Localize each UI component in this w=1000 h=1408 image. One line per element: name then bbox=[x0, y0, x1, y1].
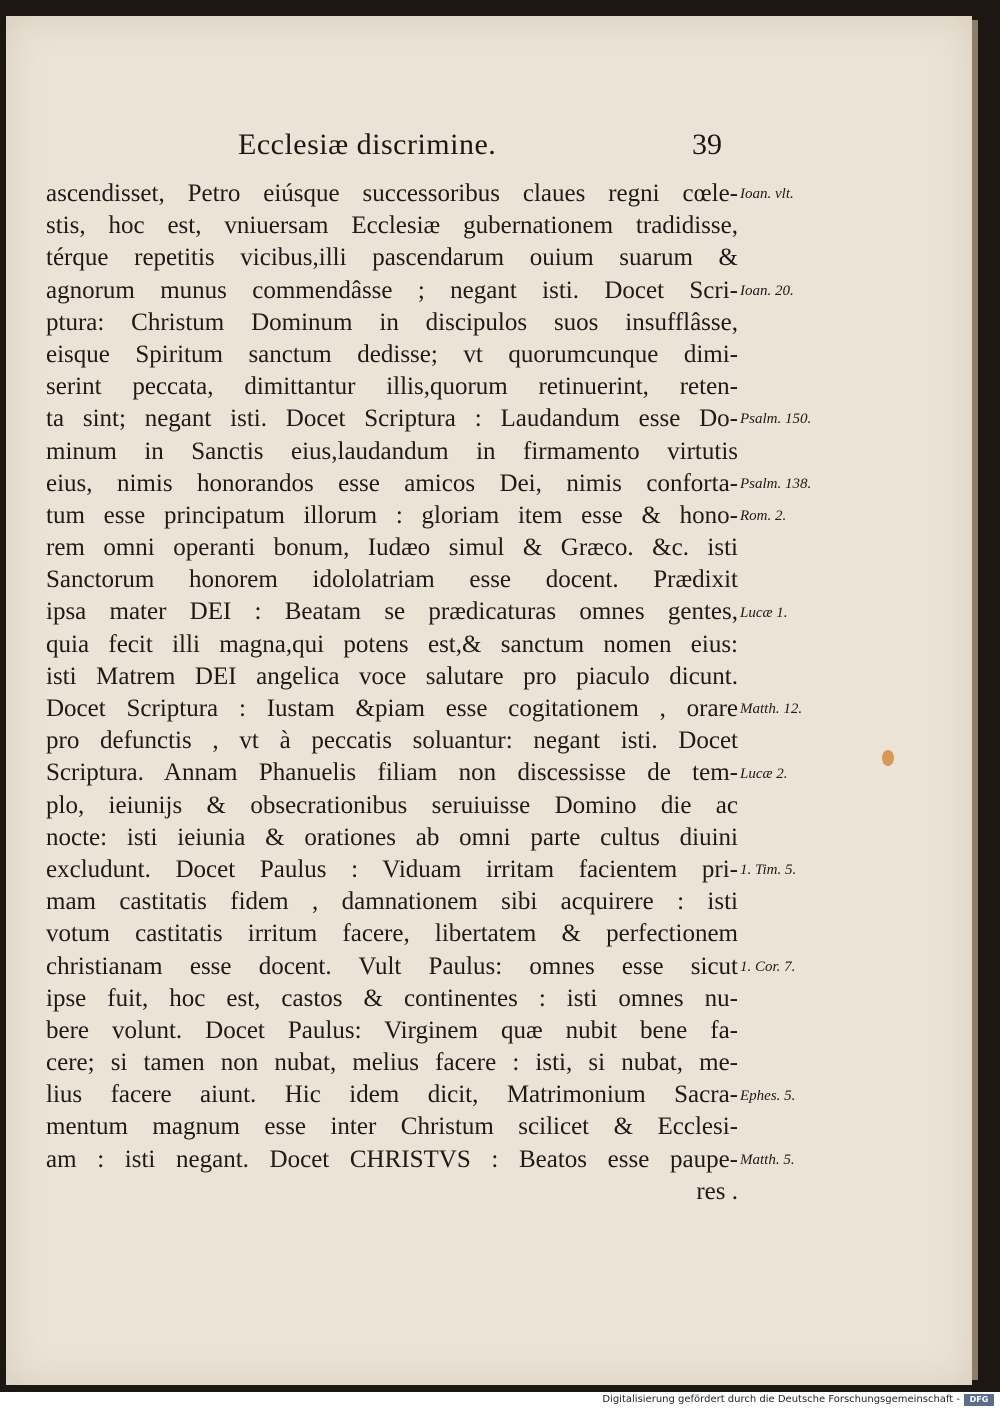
text-line: stis, hoc est, vniuersam Ecclesiæ gubernationem tradidisse, bbox=[46, 212, 738, 240]
text-line: eius, nimis honorandos esse amicos Dei, nimis conforta- bbox=[46, 469, 738, 497]
text-line: ta sint; negant isti. Docet Scriptura : Laudandum esse Do- bbox=[46, 405, 738, 433]
page-edge bbox=[972, 20, 978, 1380]
margin-note: Ephes. 5. bbox=[740, 1087, 796, 1104]
text-line: ipse fuit, hoc est, castos & continentes : isti omnes nu- bbox=[46, 984, 738, 1012]
margin-note: Lucæ 2. bbox=[740, 765, 788, 782]
paper-stain bbox=[882, 750, 894, 766]
page-number: 39 bbox=[692, 128, 722, 161]
text-line: nocte: isti ieiunia & orationes ab omni parte cultus diuini bbox=[46, 823, 738, 851]
footer-bar bbox=[0, 1392, 1000, 1408]
catchword: res . bbox=[696, 1177, 738, 1205]
margin-note: Ioan. vlt. bbox=[740, 186, 794, 202]
text-line: eisque Spiritum sanctum dedisse; vt quorumcunque dimi- bbox=[46, 340, 738, 368]
text-line: bere volunt. Docet Paulus: Virginem quæ nubit bene fa- bbox=[46, 1016, 738, 1044]
text-line: mam castitatis fidem , damnationem sibi acquirere : isti bbox=[46, 888, 738, 916]
text-line: Docet Scriptura : Iustam &piam esse cogitationem , orare bbox=[46, 695, 738, 722]
margin-note: 1. Cor. 7. bbox=[740, 958, 796, 975]
text-line: cere; si tamen non nubat, melius facere : isti, si nubat, me- bbox=[46, 1049, 738, 1077]
text-line: am : isti negant. Docet CHRISTVS : Beatos esse paupe- bbox=[46, 1145, 738, 1173]
text-line: votum castitatis irritum facere, libertatem & perfectionem bbox=[46, 920, 738, 948]
dfg-logo: DFG bbox=[964, 1394, 994, 1406]
margin-note: Lucæ 1. bbox=[740, 604, 788, 621]
main-text-block bbox=[46, 178, 738, 1208]
running-head: Ecclesiæ discrimine. bbox=[238, 128, 497, 161]
text-line: minum in Sanctis eius,laudandum in firmamento virtutis bbox=[46, 437, 738, 465]
text-line: térque repetitis vicibus,illi pascendarum ouium suarum & bbox=[46, 244, 738, 272]
text-line: ipsa mater DEI : Beatam se prædicaturas omnes gentes, bbox=[46, 598, 738, 626]
text-line: lius facere aiunt. Hic idem dicit, Matrimonium Sacra- bbox=[46, 1081, 738, 1109]
margin-note: Matth. 12. bbox=[740, 701, 803, 718]
text-line: ptura: Christum Dominum in discipulos suos insufflâsse, bbox=[46, 308, 738, 336]
margin-note: Rom. 2. bbox=[740, 508, 787, 524]
margin-note: 1. Tim. 5. bbox=[740, 862, 797, 879]
text-line: christianam esse docent. Vult Paulus: omnes esse sicut bbox=[46, 952, 738, 980]
text-line: serint peccata, dimittantur illis,quorum retinuerint, reten- bbox=[46, 373, 738, 401]
text-line: quia fecit illi magna,qui potens est,& sanctum nomen eius: bbox=[46, 630, 738, 658]
text-line: isti Matrem DEI angelica voce salutare pro piaculo dicunt. bbox=[46, 662, 738, 690]
text-line: plo, ieiunijs & obsecrationibus seruiuisse Domino die ac bbox=[46, 791, 738, 819]
margin-note: Matth. 5. bbox=[740, 1152, 795, 1168]
margin-note: Psalm. 138. bbox=[740, 475, 812, 492]
text-line: excludunt. Docet Paulus : Viduam irritam facientem pri- bbox=[46, 855, 738, 883]
text-line: pro defunctis , vt à peccatis soluantur: negant isti. Docet bbox=[46, 727, 738, 755]
text-line: Scriptura. Annam Phanuelis filiam non discessisse de tem- bbox=[46, 759, 738, 787]
book-page bbox=[6, 16, 972, 1385]
text-line: tum esse principatum illorum : gloriam item esse & hono- bbox=[46, 501, 738, 529]
margin-note: Psalm. 150. bbox=[740, 411, 812, 428]
funding-credit: Digitalisierung gefördert durch die Deutsche Forschungsgemeinschaft - bbox=[602, 1394, 960, 1405]
text-line: mentum magnum esse inter Christum scilicet & Ecclesi- bbox=[46, 1113, 738, 1141]
text-line: rem omni operanti bonum, Iudæo simul & Græco. &c. isti bbox=[46, 534, 738, 562]
text-line: ascendisset, Petro eiúsque successoribus claues regni cœle- bbox=[46, 180, 738, 207]
margin-note: Ioan. 20. bbox=[740, 282, 794, 299]
text-line: agnorum munus commendâsse ; negant isti. Docet Scri- bbox=[46, 276, 738, 304]
text-line: Sanctorum honorem idololatriam esse docent. Prædixit bbox=[46, 566, 738, 594]
